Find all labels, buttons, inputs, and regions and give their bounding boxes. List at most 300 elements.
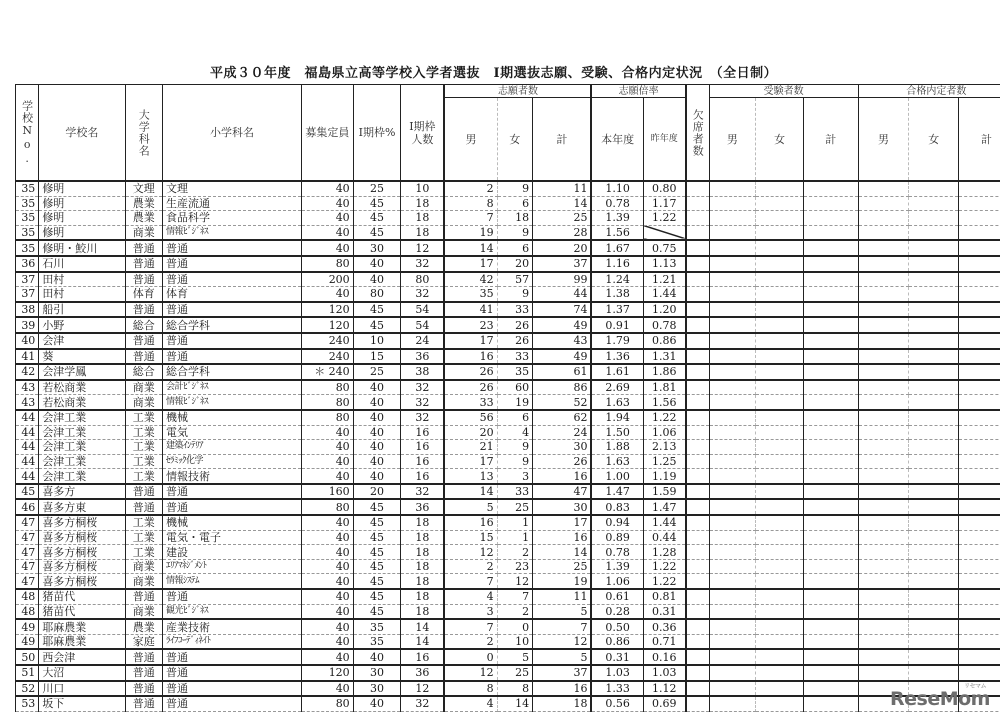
- header-school-no: 学校No.: [16, 85, 39, 182]
- row-capacity: 40: [301, 574, 353, 589]
- row-capacity: 40: [301, 454, 353, 469]
- row-absent: [686, 634, 709, 649]
- row-applicants-male: 4: [444, 696, 497, 711]
- row-phase1-pct: 15: [353, 349, 401, 365]
- row-applicants-male: 2: [444, 634, 497, 649]
- row-applicants-male: 15: [444, 530, 497, 545]
- row-phase1-pct: 35: [353, 634, 401, 649]
- row-capacity: 40: [301, 604, 353, 619]
- table-row: [16, 530, 1000, 545]
- row-ratio-this-year: 0.31: [591, 649, 643, 665]
- row-applicants-male: 26: [444, 364, 497, 380]
- row-minor-dept: 総合学科: [163, 317, 302, 333]
- row-ratio-last-year: 0.36: [643, 619, 686, 634]
- row-ratio-this-year: 1.67: [591, 240, 643, 256]
- row-accepted-total: [959, 559, 1000, 574]
- row-accepted-male: [858, 499, 909, 515]
- table-row: [16, 574, 1000, 589]
- row-minor-dept: ｴﾘｱﾏﾈｼﾞﾒﾝﾄ: [163, 559, 302, 574]
- row-examinees-total: [803, 287, 858, 302]
- row-accepted-male: [858, 272, 909, 287]
- row-major-dept: 普通: [125, 589, 163, 604]
- table-row: [16, 634, 1000, 649]
- admissions-table: [15, 84, 1000, 712]
- row-applicants-female: 25: [497, 499, 532, 515]
- row-applicants-female: 9: [497, 287, 532, 302]
- header-ratio: 志願倍率: [591, 85, 685, 98]
- row-applicants-male: 4: [444, 589, 497, 604]
- row-phase1-pct: 45: [353, 225, 401, 240]
- row-school-name: 坂下: [39, 696, 125, 711]
- row-applicants-female: 23: [497, 559, 532, 574]
- row-ratio-last-year: 1.44: [643, 515, 686, 530]
- row-examinees-female: [756, 530, 804, 545]
- row-applicants-female: 6: [497, 196, 532, 211]
- row-applicants-male: 13: [444, 469, 497, 484]
- row-school-name: 会津工業: [39, 454, 125, 469]
- row-capacity: 80: [301, 696, 353, 711]
- row-minor-dept: 建設: [163, 545, 302, 560]
- row-school-no: 48: [16, 604, 39, 619]
- row-ratio-last-year: 1.44: [643, 287, 686, 302]
- row-phase1-count: 12: [401, 240, 445, 256]
- row-accepted-total: [959, 333, 1000, 349]
- row-applicants-male: 7: [444, 619, 497, 634]
- row-examinees-total: [803, 681, 858, 697]
- row-minor-dept: 産業技術: [163, 619, 302, 634]
- row-applicants-female: 7: [497, 589, 532, 604]
- row-examinees-total: [803, 559, 858, 574]
- row-absent: [686, 395, 709, 410]
- row-ratio-this-year: 1.16: [591, 256, 643, 272]
- row-school-no: 35: [16, 225, 39, 240]
- row-applicants-male: 0: [444, 649, 497, 665]
- row-phase1-count: 32: [401, 484, 445, 500]
- row-accepted-total: [959, 440, 1000, 455]
- row-ratio-this-year: 1.03: [591, 665, 643, 681]
- row-capacity: 40: [301, 649, 353, 665]
- row-examinees-female: [756, 181, 804, 196]
- row-school-name: 喜多方桐桜: [39, 515, 125, 530]
- row-school-no: 41: [16, 349, 39, 365]
- row-examinees-female: [756, 454, 804, 469]
- row-absent: [686, 559, 709, 574]
- row-accepted-female: [909, 272, 959, 287]
- row-minor-dept: 普通: [163, 499, 302, 515]
- row-phase1-pct: 40: [353, 256, 401, 272]
- row-school-no: 36: [16, 256, 39, 272]
- row-school-no: 47: [16, 515, 39, 530]
- row-ratio-this-year: 1.24: [591, 272, 643, 287]
- logo-kana: リセマム: [964, 683, 986, 690]
- row-accepted-male: [858, 349, 909, 365]
- row-applicants-male: 19: [444, 225, 497, 240]
- row-phase1-pct: 10: [353, 333, 401, 349]
- row-phase1-pct: 30: [353, 665, 401, 681]
- row-accepted-total: [959, 181, 1000, 196]
- row-examinees-female: [756, 272, 804, 287]
- row-accepted-male: [858, 302, 909, 318]
- row-applicants-male: 23: [444, 317, 497, 333]
- row-applicants-total: 5: [533, 649, 592, 665]
- row-phase1-pct: 45: [353, 589, 401, 604]
- row-accepted-female: [909, 530, 959, 545]
- row-ratio-last-year: 1.13: [643, 256, 686, 272]
- row-applicants-male: 20: [444, 425, 497, 440]
- row-examinees-total: [803, 665, 858, 681]
- row-examinees-male: [709, 454, 756, 469]
- row-ratio-this-year: 2.69: [591, 380, 643, 395]
- row-applicants-male: 7: [444, 574, 497, 589]
- row-examinees-total: [803, 484, 858, 500]
- row-major-dept: 普通: [125, 256, 163, 272]
- row-school-no: 37: [16, 287, 39, 302]
- row-accepted-total: [959, 604, 1000, 619]
- row-absent: [686, 364, 709, 380]
- row-ratio-last-year: 0.71: [643, 634, 686, 649]
- row-accepted-female: [909, 317, 959, 333]
- table-body: [16, 181, 1000, 711]
- row-accepted-male: [858, 256, 909, 272]
- row-phase1-pct: 30: [353, 240, 401, 256]
- row-school-name: 会津工業: [39, 469, 125, 484]
- table-row: [16, 425, 1000, 440]
- row-accepted-female: [909, 545, 959, 560]
- row-examinees-total: [803, 634, 858, 649]
- row-examinees-total: [803, 425, 858, 440]
- row-phase1-pct: 45: [353, 604, 401, 619]
- row-absent: [686, 440, 709, 455]
- row-phase1-pct: 25: [353, 181, 401, 196]
- row-school-name: 会津工業: [39, 425, 125, 440]
- row-applicants-female: 35: [497, 364, 532, 380]
- row-school-no: 47: [16, 559, 39, 574]
- row-ratio-last-year: 1.03: [643, 665, 686, 681]
- row-phase1-count: 16: [401, 440, 445, 455]
- row-ratio-last-year: 0.81: [643, 589, 686, 604]
- row-applicants-male: 16: [444, 515, 497, 530]
- row-absent: [686, 515, 709, 530]
- row-examinees-total: [803, 317, 858, 333]
- row-applicants-total: 20: [533, 240, 592, 256]
- row-applicants-total: 47: [533, 484, 592, 500]
- row-ratio-last-year: 1.59: [643, 484, 686, 500]
- row-applicants-total: 16: [533, 530, 592, 545]
- row-ratio-this-year: 1.06: [591, 574, 643, 589]
- row-applicants-female: 9: [497, 225, 532, 240]
- row-accepted-total: [959, 349, 1000, 365]
- row-ratio-last-year: 1.81: [643, 380, 686, 395]
- row-accepted-male: [858, 395, 909, 410]
- row-capacity: 240: [301, 333, 353, 349]
- row-applicants-female: 8: [497, 681, 532, 697]
- row-applicants-male: 17: [444, 454, 497, 469]
- table-row: [16, 545, 1000, 560]
- row-accepted-total: [959, 364, 1000, 380]
- row-applicants-female: 9: [497, 440, 532, 455]
- row-examinees-male: [709, 469, 756, 484]
- row-ratio-last-year: 1.22: [643, 410, 686, 425]
- row-ratio-this-year: 1.33: [591, 681, 643, 697]
- row-minor-dept: 普通: [163, 256, 302, 272]
- row-examinees-male: [709, 530, 756, 545]
- row-school-no: 44: [16, 440, 39, 455]
- row-accepted-female: [909, 380, 959, 395]
- row-examinees-male: [709, 545, 756, 560]
- row-ratio-this-year: 1.37: [591, 302, 643, 318]
- row-examinees-female: [756, 499, 804, 515]
- row-phase1-count: 16: [401, 454, 445, 469]
- table-row: [16, 225, 1000, 240]
- row-applicants-female: 3: [497, 469, 532, 484]
- row-school-no: 35: [16, 181, 39, 196]
- row-major-dept: 総合: [125, 364, 163, 380]
- row-applicants-total: 37: [533, 665, 592, 681]
- row-absent: [686, 256, 709, 272]
- row-examinees-male: [709, 604, 756, 619]
- row-phase1-pct: 45: [353, 499, 401, 515]
- row-applicants-female: 26: [497, 317, 532, 333]
- row-school-no: 47: [16, 545, 39, 560]
- row-applicants-male: 14: [444, 240, 497, 256]
- row-school-name: 耶麻農業: [39, 619, 125, 634]
- row-ratio-this-year: 0.78: [591, 196, 643, 211]
- row-examinees-total: [803, 499, 858, 515]
- row-absent: [686, 545, 709, 560]
- row-applicants-female: 10: [497, 634, 532, 649]
- row-school-name: 猪苗代: [39, 589, 125, 604]
- row-examinees-female: [756, 469, 804, 484]
- row-phase1-pct: 40: [353, 696, 401, 711]
- header-school-name: 学校名: [39, 85, 125, 182]
- row-accepted-total: [959, 454, 1000, 469]
- row-examinees-male: [709, 364, 756, 380]
- row-major-dept: 普通: [125, 499, 163, 515]
- header-ratio-last-year: 昨年度: [643, 98, 686, 182]
- table-row: [16, 181, 1000, 196]
- row-examinees-female: [756, 559, 804, 574]
- row-school-name: 修明: [39, 211, 125, 226]
- row-accepted-male: [858, 545, 909, 560]
- row-examinees-female: [756, 211, 804, 226]
- row-examinees-female: [756, 515, 804, 530]
- table-row: [16, 696, 1000, 711]
- row-accepted-male: [858, 240, 909, 256]
- row-minor-dept: 電気: [163, 425, 302, 440]
- row-major-dept: 商業: [125, 604, 163, 619]
- row-capacity: 40: [301, 211, 353, 226]
- header-applicants-male: 男: [444, 98, 497, 182]
- row-accepted-total: [959, 515, 1000, 530]
- row-phase1-count: 32: [401, 380, 445, 395]
- row-applicants-total: 99: [533, 272, 592, 287]
- row-ratio-last-year: 1.47: [643, 499, 686, 515]
- row-ratio-this-year: 1.63: [591, 454, 643, 469]
- row-school-no: 52: [16, 681, 39, 697]
- row-phase1-count: 18: [401, 515, 445, 530]
- row-phase1-count: 38: [401, 364, 445, 380]
- row-applicants-male: 8: [444, 681, 497, 697]
- row-applicants-total: 49: [533, 317, 592, 333]
- row-capacity: 200: [301, 272, 353, 287]
- row-minor-dept: 普通: [163, 484, 302, 500]
- row-absent: [686, 272, 709, 287]
- row-applicants-female: 0: [497, 619, 532, 634]
- row-ratio-this-year: 0.89: [591, 530, 643, 545]
- row-examinees-total: [803, 696, 858, 711]
- row-examinees-male: [709, 395, 756, 410]
- row-examinees-total: [803, 619, 858, 634]
- row-phase1-pct: 45: [353, 545, 401, 560]
- row-ratio-last-year: 0.16: [643, 649, 686, 665]
- row-phase1-count: 18: [401, 545, 445, 560]
- row-applicants-total: 49: [533, 349, 592, 365]
- row-ratio-this-year: 0.50: [591, 619, 643, 634]
- row-phase1-count: 14: [401, 619, 445, 634]
- row-accepted-male: [858, 225, 909, 240]
- row-ratio-this-year: 1.36: [591, 349, 643, 365]
- row-school-name: 猪苗代: [39, 604, 125, 619]
- row-accepted-male: [858, 317, 909, 333]
- row-minor-dept: 文理: [163, 181, 302, 196]
- row-applicants-male: 8: [444, 196, 497, 211]
- row-examinees-male: [709, 619, 756, 634]
- row-school-name: 喜多方: [39, 484, 125, 500]
- row-absent: [686, 696, 709, 711]
- row-accepted-total: [959, 469, 1000, 484]
- row-absent: [686, 484, 709, 500]
- row-accepted-total: [959, 302, 1000, 318]
- row-examinees-female: [756, 395, 804, 410]
- row-examinees-female: [756, 545, 804, 560]
- row-applicants-female: 6: [497, 240, 532, 256]
- row-applicants-total: 26: [533, 454, 592, 469]
- row-phase1-count: 18: [401, 604, 445, 619]
- header-examinees-female: 女: [756, 98, 804, 182]
- row-accepted-female: [909, 364, 959, 380]
- row-examinees-male: [709, 649, 756, 665]
- row-applicants-total: 7: [533, 619, 592, 634]
- row-major-dept: 普通: [125, 333, 163, 349]
- row-examinees-female: [756, 240, 804, 256]
- row-school-name: 喜多方桐桜: [39, 574, 125, 589]
- row-school-no: 35: [16, 211, 39, 226]
- row-absent: [686, 649, 709, 665]
- row-absent: [686, 454, 709, 469]
- row-school-name: 会津工業: [39, 440, 125, 455]
- table-row: [16, 484, 1000, 500]
- row-phase1-count: 24: [401, 333, 445, 349]
- row-ratio-this-year: 1.56: [591, 225, 643, 240]
- row-examinees-female: [756, 225, 804, 240]
- row-applicants-female: 1: [497, 515, 532, 530]
- row-school-no: 46: [16, 499, 39, 515]
- row-examinees-total: [803, 272, 858, 287]
- row-examinees-male: [709, 211, 756, 226]
- row-school-name: 喜多方桐桜: [39, 545, 125, 560]
- row-applicants-female: 33: [497, 349, 532, 365]
- row-absent: [686, 574, 709, 589]
- row-accepted-female: [909, 665, 959, 681]
- row-capacity: 80: [301, 395, 353, 410]
- row-applicants-female: 33: [497, 484, 532, 500]
- row-absent: [686, 665, 709, 681]
- row-major-dept: 普通: [125, 681, 163, 697]
- row-phase1-count: 16: [401, 469, 445, 484]
- row-major-dept: 商業: [125, 574, 163, 589]
- row-examinees-total: [803, 589, 858, 604]
- header-phase1-pct: Ⅰ期枠%: [353, 85, 401, 182]
- row-capacity: 240: [301, 349, 353, 365]
- row-accepted-female: [909, 240, 959, 256]
- row-capacity: 120: [301, 665, 353, 681]
- row-absent: [686, 240, 709, 256]
- row-capacity: 40: [301, 240, 353, 256]
- row-minor-dept: 体育: [163, 287, 302, 302]
- row-phase1-count: 18: [401, 225, 445, 240]
- row-school-no: 44: [16, 410, 39, 425]
- row-accepted-female: [909, 349, 959, 365]
- row-school-no: 44: [16, 425, 39, 440]
- row-school-no: 49: [16, 619, 39, 634]
- row-applicants-female: 2: [497, 604, 532, 619]
- table-row: [16, 333, 1000, 349]
- row-examinees-male: [709, 589, 756, 604]
- header-capacity: 募集定員: [301, 85, 353, 182]
- row-school-name: 若松商業: [39, 395, 125, 410]
- row-ratio-last-year: 1.21: [643, 272, 686, 287]
- row-accepted-total: [959, 619, 1000, 634]
- row-examinees-female: [756, 425, 804, 440]
- row-phase1-pct: 45: [353, 302, 401, 318]
- row-absent: [686, 380, 709, 395]
- header-accepted-male: 男: [858, 98, 909, 182]
- row-minor-dept: 総合学科: [163, 364, 302, 380]
- row-applicants-female: 19: [497, 395, 532, 410]
- table-row: [16, 619, 1000, 634]
- row-minor-dept: 情報ﾋﾞｼﾞﾈｽ: [163, 395, 302, 410]
- header-accepted-female: 女: [909, 98, 959, 182]
- row-ratio-last-year: 1.06: [643, 425, 686, 440]
- row-accepted-female: [909, 225, 959, 240]
- table-row: [16, 317, 1000, 333]
- row-capacity: 40: [301, 589, 353, 604]
- row-major-dept: 工業: [125, 469, 163, 484]
- row-ratio-this-year: 0.91: [591, 317, 643, 333]
- row-phase1-count: 18: [401, 559, 445, 574]
- row-examinees-female: [756, 440, 804, 455]
- row-absent: [686, 604, 709, 619]
- row-applicants-female: 9: [497, 181, 532, 196]
- row-accepted-male: [858, 589, 909, 604]
- row-accepted-female: [909, 196, 959, 211]
- header-applicants-female: 女: [497, 98, 532, 182]
- row-accepted-female: [909, 589, 959, 604]
- row-examinees-male: [709, 272, 756, 287]
- row-accepted-male: [858, 410, 909, 425]
- row-accepted-total: [959, 649, 1000, 665]
- row-applicants-total: 62: [533, 410, 592, 425]
- row-examinees-male: [709, 410, 756, 425]
- row-ratio-this-year: 1.50: [591, 425, 643, 440]
- table-row: [16, 589, 1000, 604]
- row-capacity: 80: [301, 410, 353, 425]
- table-row: [16, 364, 1000, 380]
- row-school-name: 喜多方東: [39, 499, 125, 515]
- row-minor-dept: 生産流通: [163, 196, 302, 211]
- row-accepted-female: [909, 649, 959, 665]
- row-accepted-male: [858, 530, 909, 545]
